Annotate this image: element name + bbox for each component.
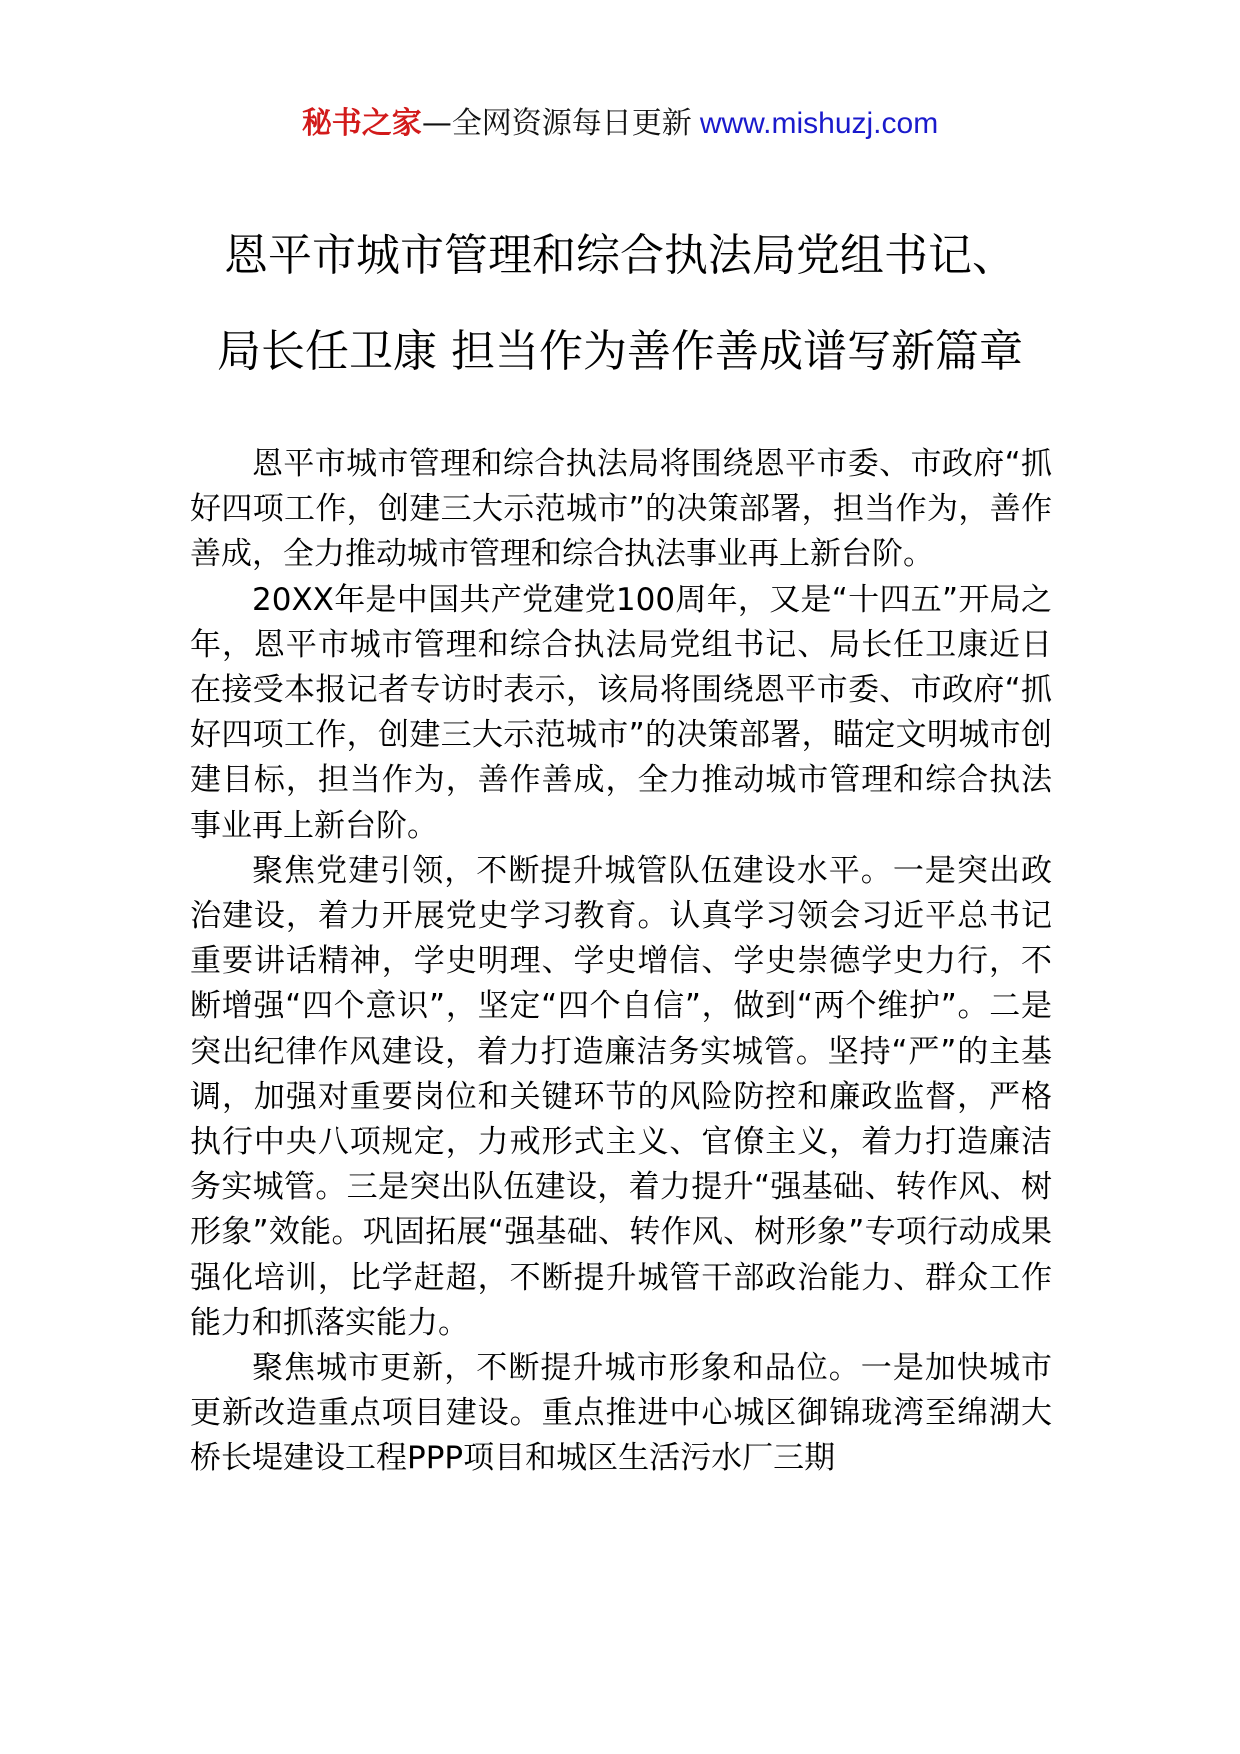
article-title [150,208,1090,400]
site-banner [0,100,1240,148]
paragraph-4: 聚焦城市更新，不断提升城市形象和品位。一是加快城市更新改造重点项目建设。重点推进中心城区御锦珑湾至绵湖大桥长堤建设工程PPP项目和城区生活污水厂三期 [190,1350,1052,1477]
brand-name: 秘书之家 [301,106,422,141]
title-line-2: 局长任卫康 担当作为善作善成谱写新篇章 [217,326,1023,377]
paragraph-1: 恩平市城市管理和综合执法局将围绕恩平市委、市政府“抓好四项工作，创建三大示范城市”的决策部署，担当作为，善作善成，全力推动城市管理和综合执法事业再上新台阶。 [190,446,1052,573]
paragraph-2: 20XX年是中国共产党建党100周年，又是“十四五”开局之年，恩平市城市管理和综合执法局党组书记、局长任卫康近日在接受本报记者专访时表示，该局将围绕恩平市委、市政府“抓好四项工作，创建三大示范城市”的决策部署，瞄定文明城市创建目标，担当作为，善作善成，全力推动城市管理和综合执法事业再上新台阶。 [190,581,1052,844]
site-url-link[interactable]: www.mishuzj.com [699,107,939,140]
banner-tagline: —全网资源每日更新 [421,106,692,141]
title-line-1: 恩平市城市管理和综合执法局党组书记、 [224,230,1016,281]
article-body [190,442,1052,1482]
paragraph-3: 聚焦党建引领，不断提升城管队伍建设水平。一是突出政治建设，着力开展党史学习教育。认真学习领会习近平总书记重要讲话精神，学史明理、学史增信、学史崇德学史力行，不断增强“四个意识”，坚定“四个自信”，做到“两个维护”。二是突出纪律作风建设，着力打造廉洁务实城管。坚持“严”的主基调，加强对重要岗位和关键环节的风险防控和廉政监督，严格执行中央八项规定，力戒形式主义、官僚主义，着力打造廉洁务实城管。三是突出队伍建设，着力提升“强基础、转作风、树形象”效能。巩固拓展“强基础、转作风、树形象”专项行动成果强化培训，比学赶超，不断提升城管干部政治能力、群众工作能力和抓落实能力。 [190,852,1052,1341]
